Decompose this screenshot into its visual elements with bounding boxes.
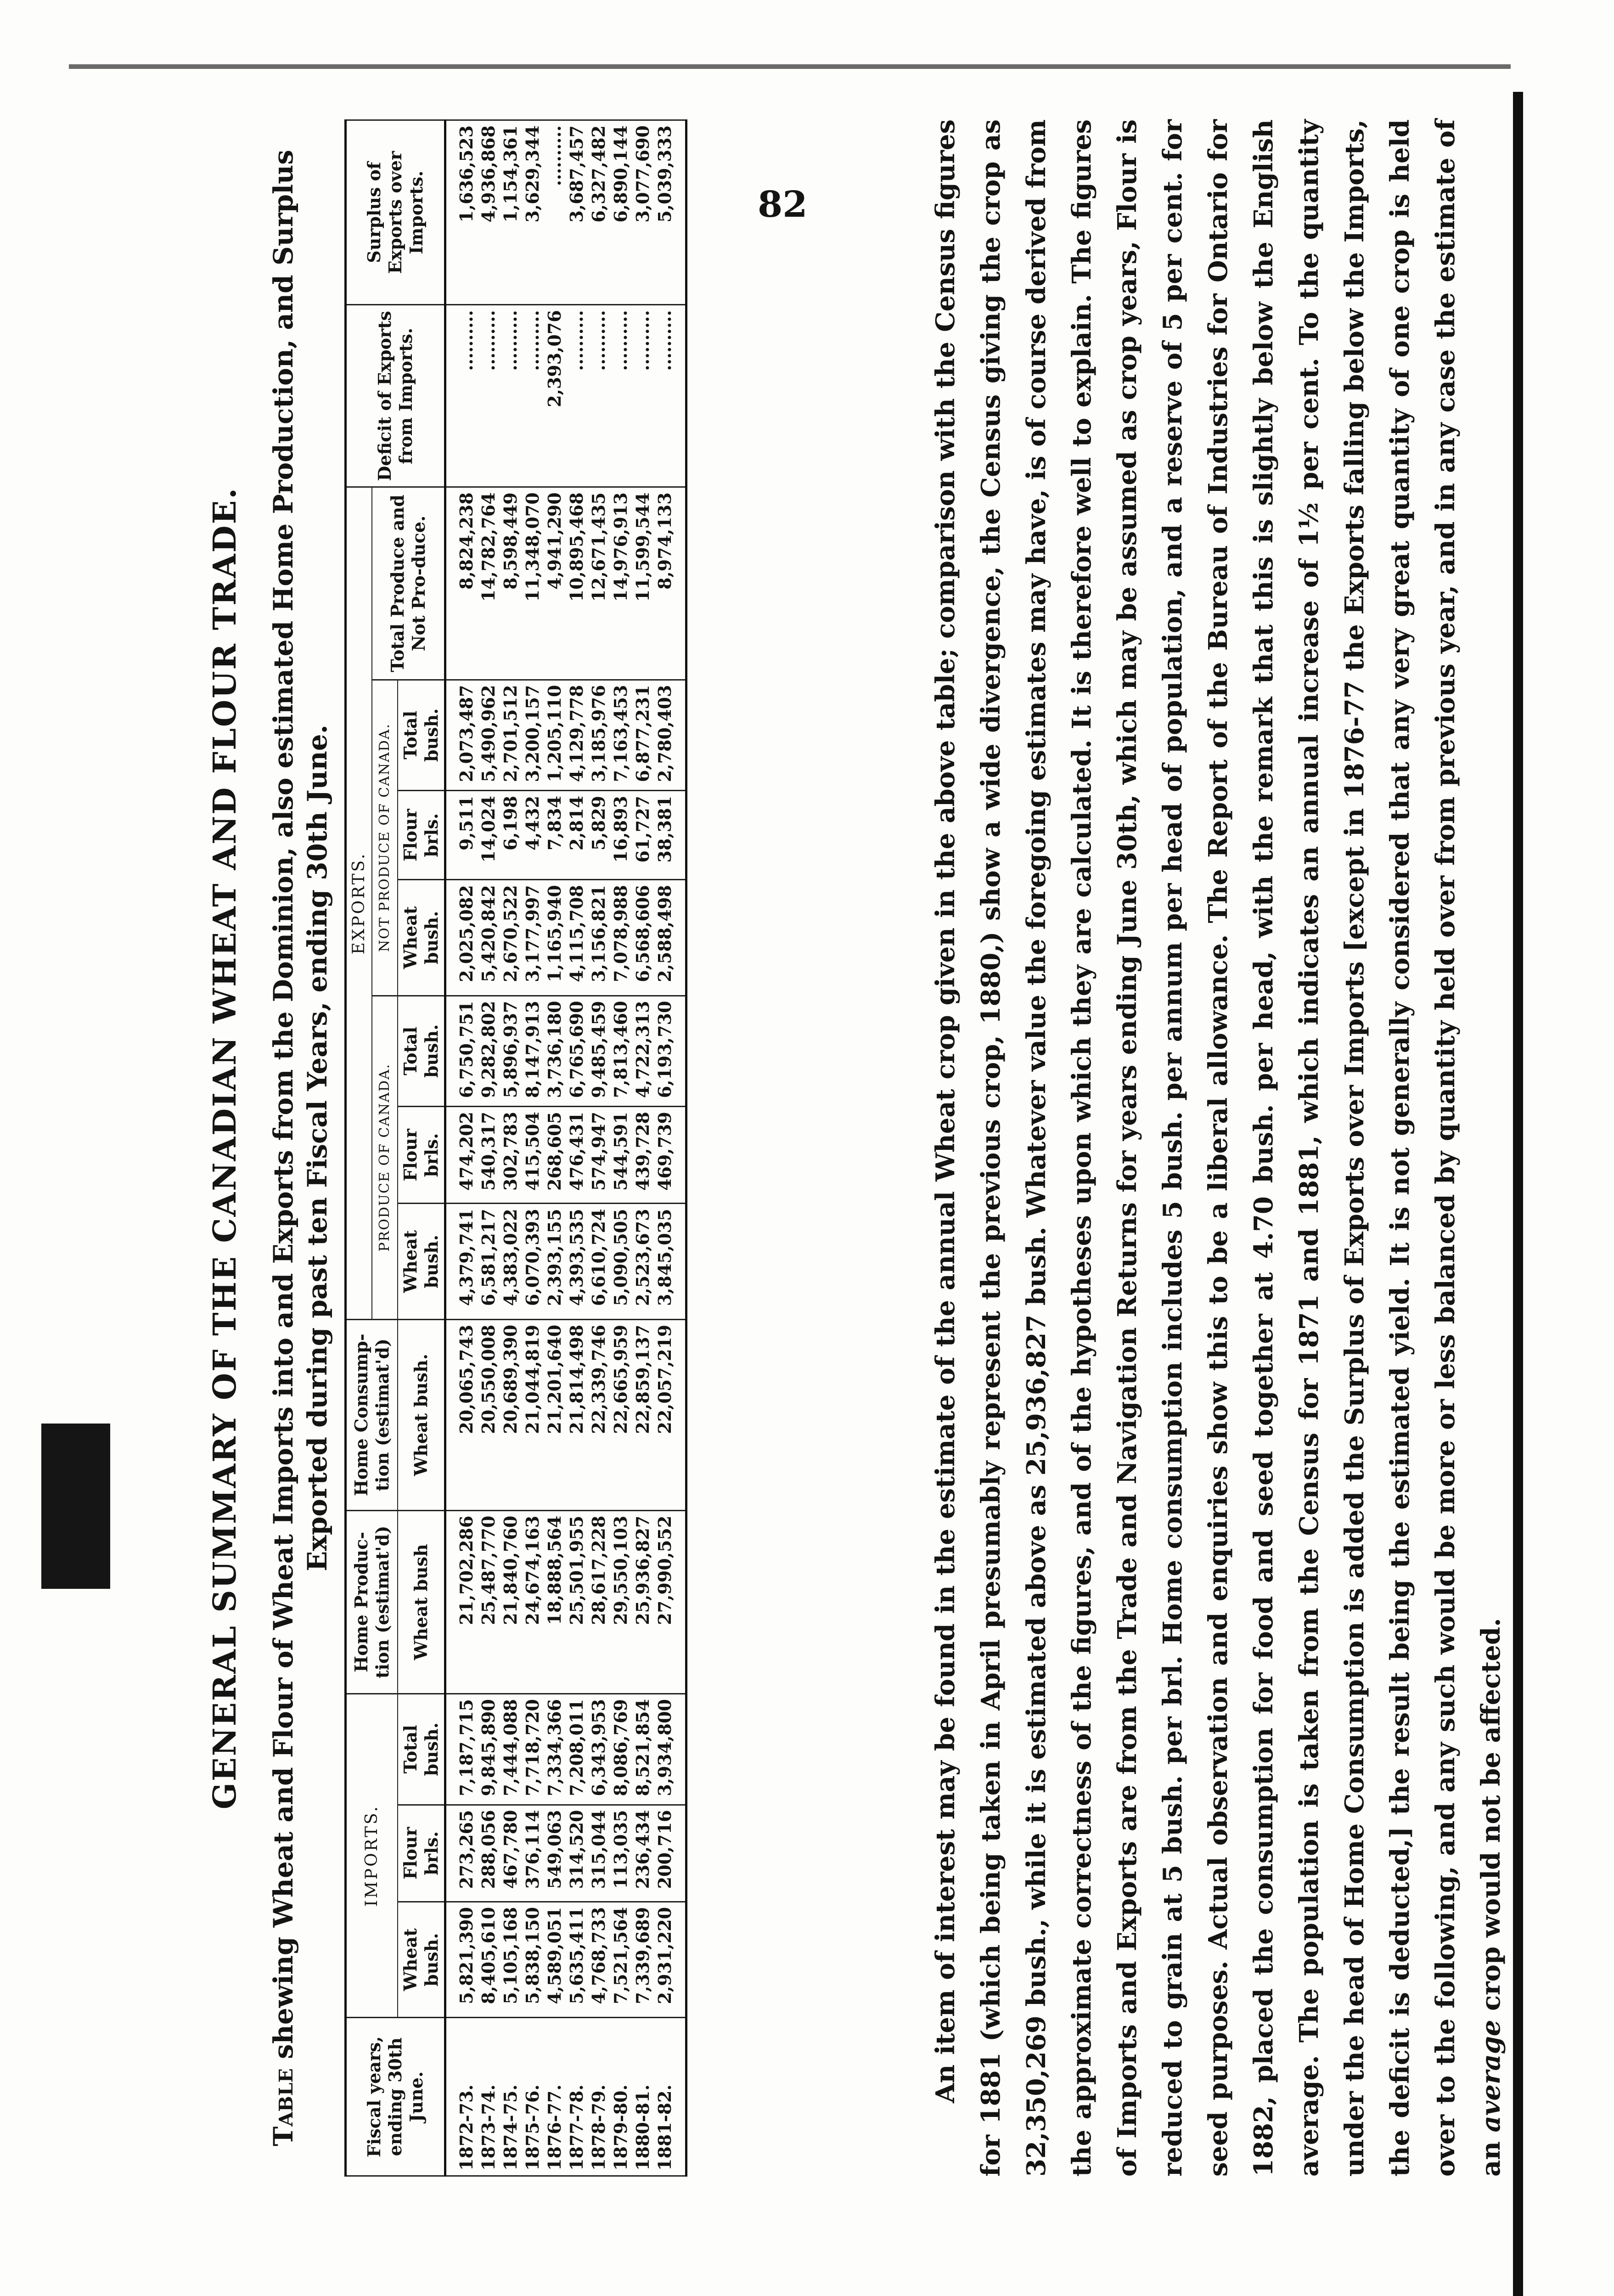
page-top-border (69, 64, 1511, 69)
cell-imp-total: 7,187,715 (445, 1694, 478, 1805)
cell-year: 1878-79. (588, 2018, 610, 2176)
cell-imp-total: 7,334,366 (544, 1694, 566, 1805)
header-npc-flour: Flour brls. (398, 791, 445, 880)
caption-lead: Table (268, 2068, 299, 2146)
header-not-produce-of-canada: NOT PRODUCE OF CANADA. (372, 680, 398, 996)
header-pc-total: Total bush. (398, 996, 445, 1107)
cell-npc-wheat: 3,177,997 (522, 880, 544, 996)
cell-home-prod: 25,936,827 (632, 1510, 654, 1694)
cell-pc-total: 6,750,751 (445, 996, 478, 1107)
header-imp-flour: Flour brls. (398, 1805, 445, 1902)
table-row (478, 120, 500, 2176)
cell-year: 1876-77. (544, 2018, 566, 2176)
table-row (566, 120, 588, 2176)
cell-pc-flour: 474,202 (445, 1107, 478, 1204)
cell-deficit: .......... (566, 305, 588, 487)
cell-home-cons: 22,859,137 (632, 1319, 654, 1510)
cell-imp-wheat: 4,589,051 (544, 1902, 566, 2017)
cell-npc-flour: 38,381 (654, 791, 686, 880)
cell-surplus: 1,636,523 (445, 120, 478, 305)
cell-surplus: 5,039,333 (654, 120, 686, 305)
note-text-1: An item of interest may be found in the estimate of the annual Wheat crop given in the above table; comparison with the Census figures for 1881 (which being taken in April presumably represent the previous crop, 1880,) show a wide divergence, the Census giving the crop as 32,350,269 bush., while it is estimated above as 25,936,827 bush. Whatever value the foregoing estimates may have, is of course derived from the approximate correctness of the figures, and of the hypotheses upon which they are calculated. It is therefore well to explain. The figures of Imports and Exports are from the Trade and Navigation Returns for years ending June 30th, which may be assumed as crop years, Flour is reduced to grain at 5 bush. per brl. Home consumption includes 5 bush. per annum per head of population, and a reserve of 5 per cent. for seed purposes. Actual observation and enquiries show this to be a liberal allowance. The Report of the Bureau of Industries for Ontario for 1882, placed the consumption for food and seed together at 4.70 bush. per head, with the remark that this is slightly below the English average. The population is taken from the Census for 1871 and 1881, which indicates an annual increase of 1½ per cent. To the quantity under the head of Home Consumption is added the Surplus of Exports over Imports [except in 1876-77 the Exports falling below the Imports, the deficit is deducted,] the result being the estimated yield. It is not generally considered that any very great quantity of one crop is held over to the following, and any such would be more or less balanced by quantity held over from previous year, and in any case the estimate of an (930, 119, 1506, 2177)
cell-npc-wheat: 2,670,522 (500, 880, 522, 996)
cell-npc-flour: 5,829 (588, 791, 610, 880)
cell-pc-flour: 540,317 (478, 1107, 500, 1204)
header-home-prod-wheat: Wheat bush (398, 1510, 445, 1694)
header-npc-wheat: Wheat bush. (398, 880, 445, 996)
cell-imp-wheat: 5,105,168 (500, 1902, 522, 2017)
cell-npc-wheat: 6,568,606 (632, 880, 654, 996)
cell-pc-wheat: 5,090,505 (610, 1204, 632, 1319)
cell-pc-wheat: 4,383,022 (500, 1204, 522, 1319)
cell-home-cons: 20,689,390 (500, 1319, 522, 1510)
cell-home-cons: 21,201,640 (544, 1319, 566, 1510)
cell-imp-flour: 113,035 (610, 1805, 632, 1902)
cell-pc-flour: 439,728 (632, 1107, 654, 1204)
cell-npc-flour: 4,432 (522, 791, 544, 880)
cell-imp-flour: 288,056 (478, 1805, 500, 1902)
cell-home-prod: 18,888,564 (544, 1510, 566, 1694)
cell-home-cons: 20,065,743 (445, 1319, 478, 1510)
cell-total-produce: 14,782,764 (478, 487, 500, 680)
cell-npc-total: 2,701,512 (500, 680, 522, 791)
cell-imp-total: 8,521,854 (632, 1694, 654, 1805)
cell-total-produce: 11,599,544 (632, 487, 654, 680)
table-row (445, 120, 478, 2176)
cell-pc-flour: 302,783 (500, 1107, 522, 1204)
cell-pc-flour: 268,605 (544, 1107, 566, 1204)
cell-imp-flour: 314,520 (566, 1805, 588, 1902)
cell-pc-wheat: 4,393,535 (566, 1204, 588, 1319)
cell-npc-total: 6,877,231 (632, 680, 654, 791)
cell-imp-wheat: 5,838,150 (522, 1902, 544, 2017)
cell-npc-total: 3,200,157 (522, 680, 544, 791)
cell-pc-wheat: 3,845,035 (654, 1204, 686, 1319)
cell-npc-total: 7,163,453 (610, 680, 632, 791)
table-row (632, 120, 654, 2176)
cell-pc-total: 7,813,460 (610, 996, 632, 1107)
cell-home-cons: 21,814,498 (566, 1319, 588, 1510)
header-home-consumption: Home Consump-tion (estimat'd) (346, 1319, 398, 1510)
header-fiscal-years: Fiscal years, ending 30th June. (346, 2018, 445, 2176)
cell-deficit: .......... (610, 305, 632, 487)
cell-total-produce: 14,976,913 (610, 487, 632, 680)
cell-imp-flour: 549,063 (544, 1805, 566, 1902)
cell-imp-wheat: 7,339,689 (632, 1902, 654, 2017)
cell-home-cons: 20,550,008 (478, 1319, 500, 1510)
cell-home-cons: 22,339,746 (588, 1319, 610, 1510)
cell-total-produce: 10,895,468 (566, 487, 588, 680)
cell-pc-total: 5,896,937 (500, 996, 522, 1107)
cell-pc-total: 6,193,730 (654, 996, 686, 1107)
cell-pc-flour: 469,739 (654, 1107, 686, 1204)
cell-imp-total: 9,845,890 (478, 1694, 500, 1805)
cell-imp-total: 7,208,011 (566, 1694, 588, 1805)
header-surplus: Surplus of Exports over Imports. (346, 120, 445, 305)
header-npc-total: Total bush. (398, 680, 445, 791)
cell-home-prod: 21,840,760 (500, 1510, 522, 1694)
cell-home-prod: 29,550,103 (610, 1510, 632, 1694)
cell-npc-wheat: 5,420,842 (478, 880, 500, 996)
table-row (654, 120, 686, 2176)
cell-imp-wheat: 4,768,733 (588, 1902, 610, 2017)
cell-surplus: .......... (544, 120, 566, 305)
cell-home-prod: 25,501,955 (566, 1510, 588, 1694)
cell-imp-flour: 315,044 (588, 1805, 610, 1902)
cell-npc-wheat: 4,115,708 (566, 880, 588, 996)
cell-home-prod: 24,674,163 (522, 1510, 544, 1694)
header-imp-wheat: Wheat bush. (398, 1902, 445, 2017)
header-pc-flour: Flour brls. (398, 1107, 445, 1204)
cell-imp-flour: 200,716 (654, 1805, 686, 1902)
cell-npc-flour: 9,511 (445, 791, 478, 880)
cell-npc-wheat: 7,078,988 (610, 880, 632, 996)
header-deficit: Deficit of Exports from Imports. (346, 305, 445, 487)
ink-blot (41, 1424, 110, 1589)
header-pc-wheat: Wheat bush. (398, 1204, 445, 1319)
cell-deficit: .......... (588, 305, 610, 487)
cell-total-produce: 11,348,070 (522, 487, 544, 680)
note-italic-word: average (1476, 2020, 1506, 2133)
cell-npc-total: 2,780,403 (654, 680, 686, 791)
cell-imp-flour: 273,265 (445, 1805, 478, 1902)
cell-surplus: 3,629,344 (522, 120, 544, 305)
cell-surplus: 6,890,144 (610, 120, 632, 305)
cell-year: 1881-82. (654, 2018, 686, 2176)
cell-total-produce: 8,824,238 (445, 487, 478, 680)
note-text-2: crop would not be affected. (1476, 1618, 1506, 2011)
table-row (588, 120, 610, 2176)
cell-imp-wheat: 5,635,411 (566, 1902, 588, 2017)
cell-imp-flour: 376,114 (522, 1805, 544, 1902)
header-total-produce: Total Produce and Not Pro-duce. (372, 487, 445, 680)
cell-year: 1875-76. (522, 2018, 544, 2176)
cell-imp-wheat: 8,405,610 (478, 1902, 500, 2017)
cell-npc-flour: 16,893 (610, 791, 632, 880)
cell-imp-total: 7,718,720 (522, 1694, 544, 1805)
cell-year: 1872-73. (445, 2018, 478, 2176)
cell-total-produce: 12,671,435 (588, 487, 610, 680)
cell-pc-wheat: 2,393,155 (544, 1204, 566, 1319)
cell-npc-flour: 14,024 (478, 791, 500, 880)
cell-npc-wheat: 1,165,940 (544, 880, 566, 996)
cell-deficit: .......... (632, 305, 654, 487)
cell-pc-total: 8,147,913 (522, 996, 544, 1107)
cell-year: 1874-75. (500, 2018, 522, 2176)
header-imp-total: Total bush. (398, 1694, 445, 1805)
cell-pc-wheat: 6,581,217 (478, 1204, 500, 1319)
cell-npc-flour: 7,834 (544, 791, 566, 880)
cell-pc-total: 9,282,802 (478, 996, 500, 1107)
page-title: GENERAL SUMMARY OF THE CANADIAN WHEAT AND FLOUR TRADE. (207, 486, 243, 1810)
cell-imp-wheat: 2,931,220 (654, 1902, 686, 2017)
cell-pc-total: 6,765,690 (566, 996, 588, 1107)
cell-npc-total: 1,205,110 (544, 680, 566, 791)
cell-home-prod: 28,617,228 (588, 1510, 610, 1694)
cell-imp-wheat: 7,521,564 (610, 1902, 632, 2017)
caption-text: shewing Wheat and Flour of Wheat Imports into and Exports from the Dominion, also estimated Home Production, and Surplus Exported during past ten Fiscal Years, ending 30th June. (268, 150, 333, 2059)
cell-npc-total: 4,129,778 (566, 680, 588, 791)
cell-year: 1879-80. (610, 2018, 632, 2176)
cell-npc-flour: 6,198 (500, 791, 522, 880)
cell-home-prod: 21,702,286 (445, 1510, 478, 1694)
cell-pc-flour: 415,504 (522, 1107, 544, 1204)
cell-surplus: 3,687,457 (566, 120, 588, 305)
cell-pc-flour: 544,591 (610, 1107, 632, 1204)
header-home-production: Home Produc-tion (estimat'd) (346, 1510, 398, 1694)
cell-imp-flour: 467,780 (500, 1805, 522, 1902)
explanatory-note (923, 119, 1514, 2177)
rotated-page-content (207, 92, 1538, 2204)
cell-surplus: 6,327,482 (588, 120, 610, 305)
cell-npc-flour: 61,727 (632, 791, 654, 880)
cell-surplus: 3,077,690 (632, 120, 654, 305)
cell-imp-total: 6,343,953 (588, 1694, 610, 1805)
cell-npc-total: 3,185,976 (588, 680, 610, 791)
cell-home-prod: 27,990,552 (654, 1510, 686, 1694)
cell-deficit: .......... (478, 305, 500, 487)
cell-pc-total: 4,722,313 (632, 996, 654, 1107)
cell-deficit: .......... (500, 305, 522, 487)
cell-imp-total: 8,086,769 (610, 1694, 632, 1805)
cell-npc-wheat: 2,588,498 (654, 880, 686, 996)
cell-year: 1880-81. (632, 2018, 654, 2176)
cell-npc-total: 5,490,962 (478, 680, 500, 791)
header-home-cons-wheat: Wheat bush. (398, 1319, 445, 1510)
cell-pc-flour: 476,431 (566, 1107, 588, 1204)
cell-imp-total: 7,444,088 (500, 1694, 522, 1805)
cell-pc-flour: 574,947 (588, 1107, 610, 1204)
cell-home-prod: 25,487,770 (478, 1510, 500, 1694)
cell-npc-wheat: 3,156,821 (588, 880, 610, 996)
cell-imp-wheat: 5,821,390 (445, 1902, 478, 2017)
cell-year: 1877-78. (566, 2018, 588, 2176)
cell-npc-flour: 2,814 (566, 791, 588, 880)
cell-deficit: .......... (445, 305, 478, 487)
table-caption (266, 138, 334, 2158)
page-number: 82 (758, 184, 808, 225)
cell-total-produce: 4,941,290 (544, 487, 566, 680)
cell-surplus: 1,154,361 (500, 120, 522, 305)
table-row (522, 120, 544, 2176)
wheat-flour-trade-table (344, 119, 687, 2177)
cell-home-cons: 22,057,219 (654, 1319, 686, 1510)
cell-total-produce: 8,974,133 (654, 487, 686, 680)
cell-pc-wheat: 6,610,724 (588, 1204, 610, 1319)
table-row (544, 120, 566, 2176)
cell-home-cons: 21,044,819 (522, 1319, 544, 1510)
cell-deficit: .......... (654, 305, 686, 487)
table-row (500, 120, 522, 2176)
cell-pc-wheat: 6,070,393 (522, 1204, 544, 1319)
cell-npc-total: 2,073,487 (445, 680, 478, 791)
cell-imp-total: 3,934,800 (654, 1694, 686, 1805)
cell-pc-total: 9,485,459 (588, 996, 610, 1107)
cell-surplus: 4,936,868 (478, 120, 500, 305)
cell-pc-total: 3,736,180 (544, 996, 566, 1107)
cell-deficit: 2,393,076 (544, 305, 566, 487)
cell-pc-wheat: 2,523,673 (632, 1204, 654, 1319)
cell-pc-wheat: 4,379,741 (445, 1204, 478, 1319)
cell-deficit: .......... (522, 305, 544, 487)
header-exports: EXPORTS. (346, 487, 372, 1319)
header-imports: IMPORTS. (346, 1694, 398, 2018)
cell-total-produce: 8,598,449 (500, 487, 522, 680)
table-row (610, 120, 632, 2176)
cell-home-cons: 22,665,959 (610, 1319, 632, 1510)
header-produce-of-canada: PRODUCE OF CANADA. (372, 996, 398, 1319)
cell-year: 1873-74. (478, 2018, 500, 2176)
cell-imp-flour: 236,434 (632, 1805, 654, 1902)
cell-npc-wheat: 2,025,082 (445, 880, 478, 996)
